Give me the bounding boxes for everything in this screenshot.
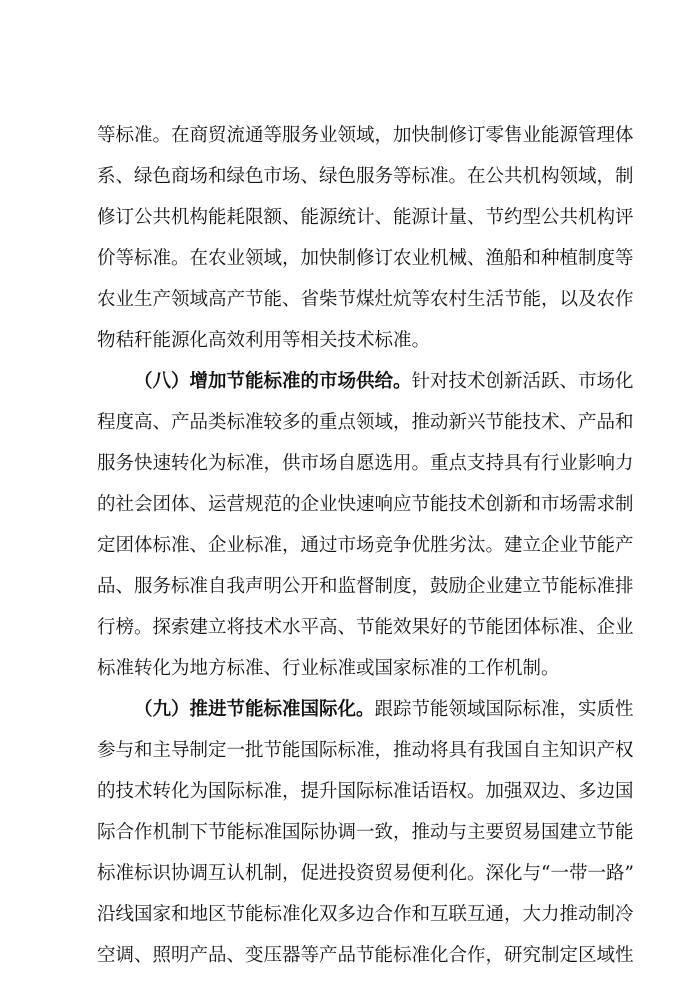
- body-text-line: 等标准。在商贸流通等服务业领域，加快制修订零售业能源管理体: [97, 125, 634, 146]
- body-text-line: 物秸秆能源化高效利用等相关技术标准。: [97, 330, 431, 351]
- body-text-line: 系、绿色商场和绿色市场、绿色服务等标准。在公共机构领域，制: [97, 166, 634, 187]
- body-text-line: 行榜。探索建立将技术水平高、节能效果好的节能团体标准、企业: [97, 617, 634, 638]
- body-text-line: 际合作机制下节能标准国际协调一致，推动与主要贸易国建立节能: [97, 822, 634, 843]
- section-9-heading: （九）推进节能标准国际化。: [134, 699, 375, 720]
- body-text-line: 农业生产领域高产节能、省柴节煤灶炕等农村生活节能，以及农作: [97, 289, 634, 310]
- body-text-line: 标准转化为地方标准、行业标准或国家标准的工作机制。: [97, 658, 560, 679]
- body-text-line: 参与和主导制定一批节能国际标准，推动将具有我国自主知识产权: [97, 740, 634, 761]
- section-8-first-line: [134, 367, 634, 397]
- body-text-line: 定团体标准、企业标准，通过市场竞争优胜劣汰。建立企业节能产: [97, 535, 634, 556]
- section-9-first-line-text: 跟踪节能领域国际标准，实质性: [374, 699, 634, 720]
- section-9-first-line: [134, 695, 634, 725]
- body-text-line: 修订公共机构能耗限额、能源统计、能源计量、节约型公共机构评: [97, 207, 634, 228]
- body-text-line: 的技术转化为国际标准，提升国际标准话语权。加强双边、多边国: [97, 781, 634, 802]
- body-text-line: 价等标准。在农业领域，加快制修订农业机械、渔船和种植制度等: [97, 248, 634, 269]
- section-8-first-line-text: 针对技术创新活跃、市场化: [411, 371, 634, 392]
- body-text-line: 沿线国家和地区节能标准化双多边合作和互联互通，大力推动制冷: [97, 904, 634, 925]
- body-text-line: 服务快速转化为标准，供市场自愿选用。重点支持具有行业影响力: [97, 453, 634, 474]
- body-text-line: 空调、照明产品、变压器等产品节能标准化合作，研究制定区域性: [97, 945, 634, 966]
- body-text-line: 的社会团体、运营规范的企业快速响应节能技术创新和市场需求制: [97, 494, 634, 515]
- body-text-line: 标准标识协调互认机制，促进投资贸易便利化。深化与“一带一路”: [97, 863, 634, 884]
- body-text-line: 程度高、产品类标准较多的重点领域，推动新兴节能技术、产品和: [97, 412, 634, 433]
- section-8-heading: （八）增加节能标准的市场供给。: [134, 371, 412, 392]
- body-text-line: 品、服务标准自我声明公开和监督制度，鼓励企业建立节能标准排: [97, 576, 634, 597]
